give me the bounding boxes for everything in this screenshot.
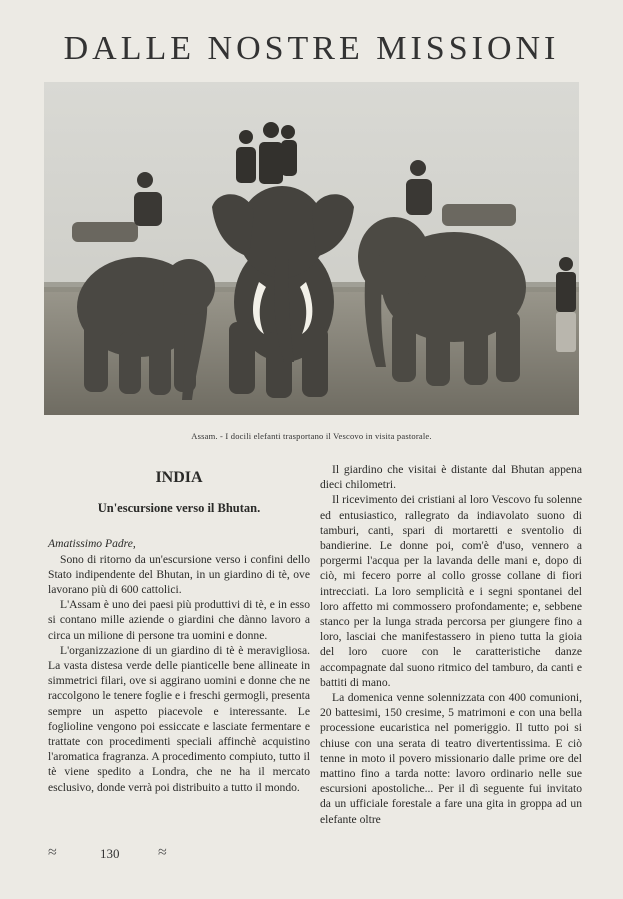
right-column xyxy=(320,462,582,827)
paragraph: La domenica venne solennizzata con 400 comunioni, 20 battesimi, 150 cresime, 5 matrimoni e con una bella processione eucaristica nel pomeriggio. Il tutto poi si chiuse con una serata di teatro divertentissima. E ciò tenne in moto il povero missionario dalle prime ore del mattino fino a tarda notte: lavoro ordinario nelle sue escursioni apostoliche... Per il dì seguente fui invitato da un ufficiale forestale a fare una gita in groppa ad un elefante oltre xyxy=(320,691,582,826)
page-number: 130 xyxy=(100,846,120,861)
left-column xyxy=(48,462,310,795)
elephant-photo xyxy=(44,82,579,415)
article-subtitle: Un'escursione verso il Bhutan. xyxy=(97,501,261,516)
photo-caption: Assam. - I docili elefanti trasportano il Vescovo in visita pastorale. xyxy=(191,431,432,441)
paragraph: L'Assam è uno dei paesi più produttivi di tè, e in esso si contano mille aziende o giardini che dànno lavoro a circa un milione di persone tra uomini e donne. xyxy=(48,598,310,642)
salutation: Amatissimo Padre, xyxy=(48,537,136,551)
paragraph: Il ricevimento dei cristiani al loro Vescovo fu solenne ed entusiastico, rallegrato da indiavolato suono di tamburi, canti, spari di mortaretti e sventolio di bandierine. Le donne poi, com'è d'uso, vennero a porgermi l'acqua per la lavanda delle mani e, dopo di ciò, mi fecero porre al collo grosse collane di fiori intrecciati. La loro semplicità e i segni spontanei del loro affetto mi commossero profondamente; e, sebbene stanco per la lunga strada percorsa per giungere fino a loro, lasciai che manifestassero in pieno tutta la gioia del loro cuore con le caratteristiche danze accompagnate dal suono ritmico del tamburo, da canti e battiti di mano. xyxy=(320,493,582,689)
page-footer xyxy=(48,846,208,866)
paragraph: Il giardino che visitai è distante dal Bhutan appena dieci chilometri. xyxy=(320,463,582,492)
footer-ornament-left: ≈ xyxy=(48,844,57,861)
page-header-title: DALLE NOSTRE MISSIONI xyxy=(63,30,560,67)
footer-ornament-right: ≈ xyxy=(158,844,167,861)
elephant-photo-illustration xyxy=(44,82,579,415)
paragraph: Sono di ritorno da un'escursione verso i confini dello Stato indipendente del Bhutan, in un giardino di tè, ove lavorano più di 600 cattolici. xyxy=(48,552,310,597)
paragraph: L'organizzazione di un giardino di tè è meravigliosa. La vasta distesa verde delle pianticelle bene allineate in simmetrici filari, ove si aggirano uomini e donne che ne raccolgono le tenere foglie e i freschi germogli, presenta sempre un aspetto piacevole e interessante. Le foglioline vengono poi essiccate e lasciate fermentare e trattate con procedimenti speciali affinchè acquistino l'aromatica fragranza. A procedimento compiuto, tutto il tè viene spedito a Londra, che ne ha il mercato esclusivo, donde verrà poi distribuito a tutto il mondo. xyxy=(48,643,310,794)
section-title: INDIA xyxy=(155,469,203,486)
